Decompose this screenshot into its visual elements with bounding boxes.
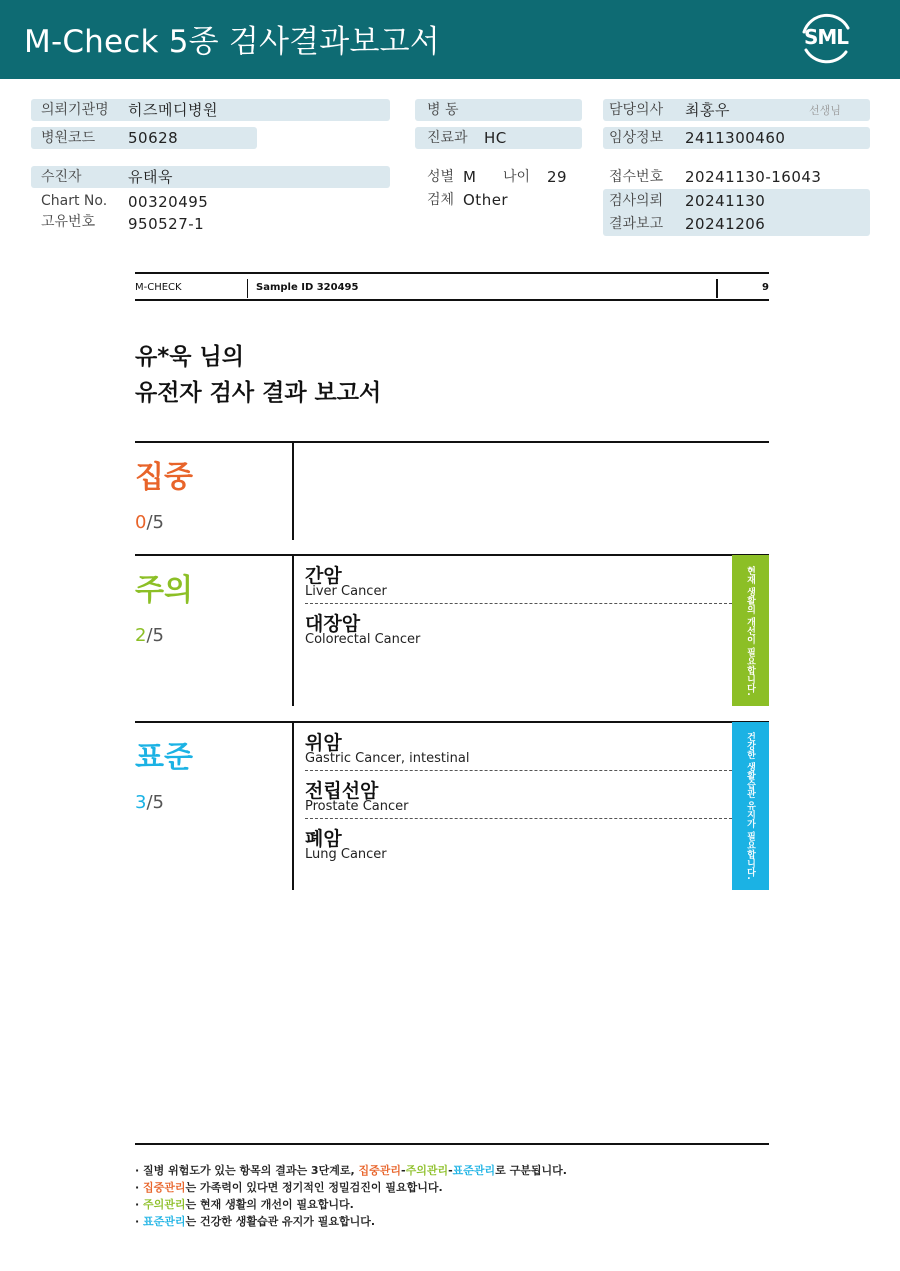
- cancer-name-en: Gastric Cancer, intestinal: [305, 751, 470, 766]
- footnote-4-term: 표준관리: [143, 1215, 186, 1228]
- caution-count: [135, 625, 164, 646]
- unique-id-value: 950527-1: [128, 215, 205, 233]
- footnote-3: · 주의관리는 현재 생활의 개선이 필요합니다.: [135, 1198, 354, 1211]
- footnote-4-text: 는 건강한 생활습관 유지가 필요합니다.: [185, 1215, 376, 1228]
- strip-divider-right: [716, 279, 718, 298]
- footnote-1: · 질병 위험도가 있는 항목의 결과는 3단계로, 집중관리-주의관리-표준관리로 구분됩니다.: [135, 1164, 567, 1177]
- receipt-no-label: 접수번호: [609, 169, 664, 185]
- footnote-3-term: 주의관리: [143, 1198, 186, 1211]
- caution-side-tab: 현재 생활의 개선이 필요합니다.: [732, 555, 769, 706]
- caution-title: 주의: [135, 573, 193, 608]
- footnote-1-dash-2: -: [448, 1164, 453, 1177]
- department-label: 진료과: [427, 130, 468, 146]
- receipt-no-value: 20241130-16043: [685, 168, 822, 186]
- report-title-name: 유*욱 님의: [135, 344, 244, 370]
- footnote-2-text: 는 가족력이 있다면 정기적인 정밀검진이 필요합니다.: [185, 1181, 443, 1194]
- age-label: 나이: [503, 169, 531, 185]
- focus-title: 집중: [135, 460, 193, 495]
- doctor-value: 최홍우: [685, 101, 730, 119]
- ward-label: 병 동: [427, 102, 459, 118]
- cancer-name-en: Liver Cancer: [305, 584, 387, 599]
- footnote-rule: [135, 1143, 769, 1145]
- cancer-name-ko: 위암: [305, 732, 342, 754]
- focus-count-total: /5: [146, 512, 164, 533]
- cancer-name-ko: 전립선암: [305, 780, 379, 802]
- sml-logo: [796, 10, 856, 66]
- cancer-name-en: Lung Cancer: [305, 847, 387, 862]
- footnote-1-text-b: 로 구분됩니다.: [495, 1164, 567, 1177]
- request-date-label: 검사의뢰: [609, 193, 664, 209]
- item-separator: [305, 818, 732, 819]
- sex-value: M: [463, 168, 477, 186]
- cancer-name-ko: 간암: [305, 565, 342, 587]
- department-value: HC: [484, 129, 507, 147]
- specimen-label: 검체: [427, 192, 455, 208]
- unique-id-label: 고유번호: [41, 214, 96, 230]
- focus-top-rule: [135, 441, 769, 443]
- hospital-code-value: 50628: [128, 129, 179, 147]
- standard-count-total: /5: [146, 792, 164, 813]
- page-number: 9: [762, 282, 769, 293]
- strip-bottom-rule: [135, 299, 769, 301]
- footnote-1-standard: 표준관리: [452, 1164, 496, 1177]
- footnote-3-text: 는 현재 생활의 개선이 필요합니다.: [185, 1198, 354, 1211]
- patient-label: 수진자: [41, 169, 82, 185]
- specimen-value: Other: [463, 191, 509, 209]
- standard-side-tab: 건강한 생활습관 유지가 필요합니다.: [732, 722, 769, 890]
- caution-count-num: 2: [135, 625, 147, 646]
- clinical-info-value: 2411300460: [685, 129, 786, 147]
- caution-divider: [292, 555, 294, 706]
- chart-no-label: Chart No.: [41, 193, 108, 209]
- focus-count: [135, 512, 164, 533]
- caution-top-rule: [135, 554, 769, 556]
- item-separator: [305, 603, 732, 604]
- caution-count-total: /5: [146, 625, 164, 646]
- footnote-2-term: 집중관리: [143, 1181, 186, 1194]
- standard-count-num: 3: [135, 792, 147, 813]
- cancer-name-ko: 대장암: [305, 613, 361, 635]
- standard-top-rule: [135, 721, 769, 723]
- request-date-value: 20241130: [685, 192, 766, 210]
- report-title-main: 유전자 검사 결과 보고서: [135, 380, 382, 406]
- footnote-1-focus: 집중관리: [358, 1164, 401, 1177]
- sex-label: 성별: [427, 169, 455, 185]
- report-date-value: 20241206: [685, 215, 766, 233]
- footnote-2: · 집중관리는 가족력이 있다면 정기적인 정밀검진이 필요합니다.: [135, 1181, 443, 1194]
- standard-divider: [292, 722, 294, 890]
- cancer-name-ko: 폐암: [305, 828, 342, 850]
- hospital-code-label: 병원코드: [41, 130, 96, 146]
- cancer-name-en: Colorectal Cancer: [305, 632, 421, 647]
- institution-label: 의뢰기관명: [41, 102, 109, 118]
- cancer-name-en: Prostate Cancer: [305, 799, 409, 814]
- clinical-info-label: 임상정보: [609, 130, 664, 146]
- institution-value: 히즈메디병원: [128, 101, 218, 119]
- sample-id: Sample ID 320495: [256, 282, 359, 293]
- footnote-1-text-a: 질병 위험도가 있는 항목의 결과는 3단계로,: [143, 1164, 359, 1177]
- strip-divider-left: [247, 279, 248, 298]
- doctor-label: 담당의사: [609, 102, 664, 118]
- report-date-label: 결과보고: [609, 216, 664, 232]
- item-separator: [305, 770, 732, 771]
- standard-count: [135, 792, 164, 813]
- report-header-title: M-Check 5종 검사결과보고서: [24, 24, 440, 60]
- logo-text: SML: [803, 25, 849, 49]
- header-band: [0, 0, 900, 79]
- focus-divider: [292, 442, 294, 540]
- info-bar-patient: [31, 166, 390, 188]
- standard-title: 표준: [135, 740, 193, 775]
- chart-no-value: 00320495: [128, 193, 209, 211]
- age-value: 29: [547, 168, 568, 186]
- strip-top-rule: [135, 272, 769, 274]
- footnote-4: · 표준관리는 건강한 생활습관 유지가 필요합니다.: [135, 1215, 376, 1228]
- footnote-1-dash-1: -: [400, 1164, 406, 1177]
- doctor-suffix: 선생님: [809, 104, 841, 117]
- patient-value: 유태욱: [128, 168, 173, 186]
- strip-brand: M-CHECK: [135, 282, 182, 293]
- focus-count-num: 0: [135, 512, 147, 533]
- footnote-1-caution: 주의관리: [405, 1164, 449, 1177]
